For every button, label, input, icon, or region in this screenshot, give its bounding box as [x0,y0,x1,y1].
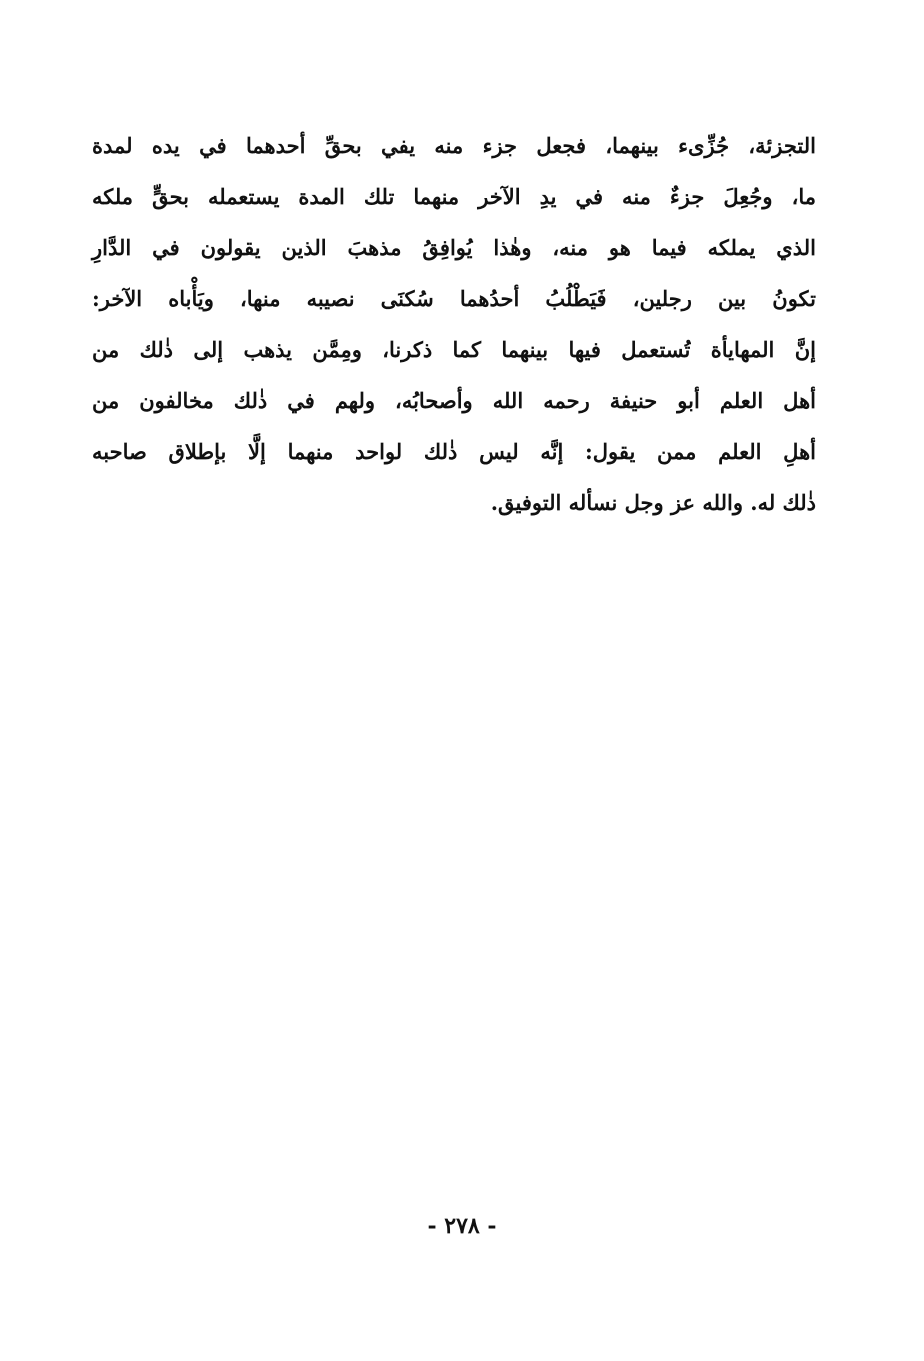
text-line: الذي يملكه فيما هو منه، وهٰذا يُوافِقُ مذهبَ الذين يقولون في الدَّارِ [92,235,816,260]
body-text [92,120,816,528]
text-line: ذٰلك له. والله عز وجل نسأله التوفيق. [490,490,816,515]
page-number: - ٢٧٨ - [427,1213,497,1239]
text-line: التجزئة، جُزِّىء بينهما، فجعل جزء منه يفي بحقِّ أحدهما في يده لمدة [92,133,816,158]
text-line: تكونُ بين رجلين، فَيَطْلُبُ أحدُهما سُكنَى نصيبه منها، ويَأْباه الآخر: [92,286,816,311]
text-line: أهل العلم أبو حنيفة رحمه الله وأصحابُه، ولهم في ذٰلك مخالفون من [92,388,816,413]
text-line: أهلِ العلم ممن يقول: إنَّه ليس ذٰلك لواحد منهما إلَّا بإطلاق صاحبه [92,439,816,464]
text-line: ما، وجُعِلَ جزءٌ منه في يدِ الآخر منهما تلك المدة يستعمله بحقٍّ ملكه [92,184,816,209]
text-line: إنَّ المهايأة تُستعمل فيها بينهما كما ذكرنا، ومِمَّن يذهب إلى ذٰلك من [92,337,816,362]
